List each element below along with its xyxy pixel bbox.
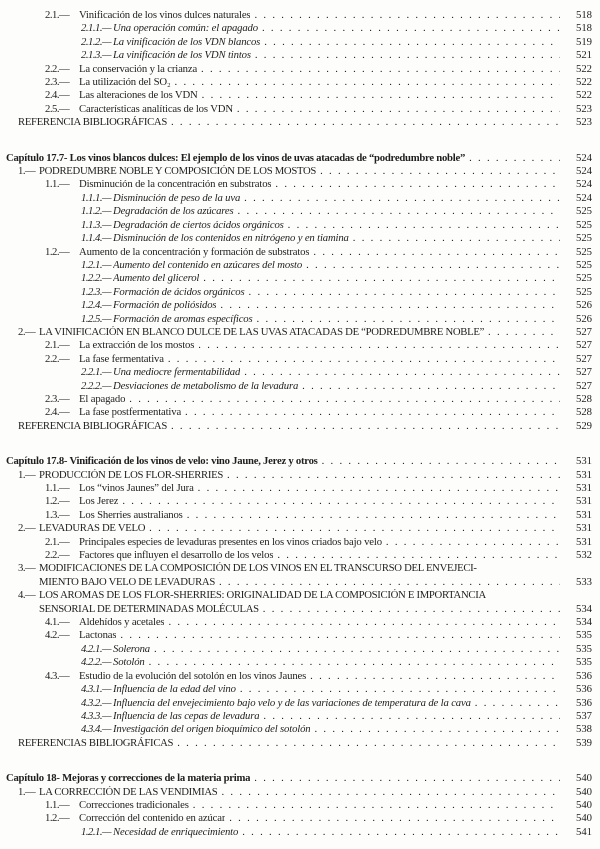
entry-number: 1.2.— [45,495,70,508]
toc-entry-row [0,469,592,482]
entry-number: 2.5.— [45,102,70,115]
entry-number: 2.1.— [45,339,70,352]
page-number: 538 [575,723,592,736]
entry-number: 2.3.— [45,392,70,405]
dot-leader [203,272,560,285]
dot-leader [263,603,560,616]
entry-number: 1.2.— [45,812,70,825]
dot-leader [171,420,560,433]
toc-entry-row [0,549,592,562]
entry-number: 2.1.— [45,9,70,21]
entry-number: 1.2.1.— [81,258,112,271]
entry-text-continuation: SENSORIAL DE DETERMINADAS MOLÉCULAS [39,602,259,615]
toc-entry-row [0,89,592,102]
entry-text: Degradación de los azúcares [113,205,234,218]
toc-entry-row [0,812,592,825]
entry-number: 1.2.3.— [81,285,112,298]
dot-leader [475,697,560,710]
entry-number: 1.1.— [45,482,70,494]
toc-entry-row [0,76,592,89]
page-number: 519 [575,35,592,48]
dot-leader [185,406,560,419]
toc-entry-row [0,406,592,419]
entry-text: Formación de ácidos orgánicos [113,285,245,298]
dot-leader [187,509,560,522]
toc-entry-continuation-row [0,576,592,589]
chapter-page-number: 531 [575,455,592,468]
page-number: 536 [575,669,592,682]
toc-entry-row [0,366,592,379]
dot-leader [353,232,560,245]
page-number: 531 [575,482,592,494]
entry-number: 1.— [18,785,36,798]
dot-leader [149,522,560,535]
toc-section [0,9,592,130]
entry-number: 1.3.— [45,508,70,521]
toc-entry-row [0,339,592,352]
entry-text: Influencia del envejecimiento bajo velo y de las variaciones de temperatura de la cava [113,696,471,709]
entry-text-continuation: MIENTO BAJO VELO DE LEVADURAS [39,575,215,588]
dot-leader [244,366,560,379]
page-number: 534 [575,616,592,629]
toc-entry-row [0,786,592,799]
chapter-title-row [0,772,592,785]
page-number: 536 [575,696,592,709]
dot-leader [198,339,560,352]
entry-text: MODIFICACIONES DE LA COMPOSICIÓN DE LOS VINOS EN EL TRANSCURSO DEL ENVEJECI- [39,562,477,575]
entry-number: 1.1.— [45,178,70,191]
toc-entry-row [0,393,592,406]
page-number: 528 [575,406,592,419]
entry-number: 3.— [18,562,36,575]
entry-text: Aumento de la concentración y formación de substratos [79,245,310,258]
toc-entry-row [0,272,592,285]
page-number: 527 [575,339,592,352]
entry-text: Aumento del contenido en azúcares del mosto [113,258,303,271]
entry-text: REFERENCIA BIBLIOGRÁFICAS [18,116,167,129]
page-number: 522 [575,62,592,75]
entry-number: 1.2.— [45,245,70,258]
page-number: 523 [575,116,592,129]
toc-entry-row [0,232,592,245]
toc-entry-row [0,536,592,549]
page-number: 533 [575,575,592,588]
dot-leader [171,116,560,129]
entry-text: La utilización del SO₂ [79,76,171,89]
entry-number: 1.— [18,165,36,178]
toc-section [0,455,592,750]
page-number: 524 [575,165,592,178]
entry-number: 4.3.4.— [81,723,112,736]
entry-number: 1.— [18,468,36,481]
dot-leader [310,670,560,683]
entry-text: Formación de poliósidos [113,299,217,312]
dot-leader [314,723,560,736]
toc-entry-row [0,737,592,750]
page-number: 539 [575,736,592,749]
dot-leader [154,643,560,656]
page-number: 522 [575,89,592,102]
entry-number: 1.2.1.— [81,825,112,838]
entry-number: 2.2.— [45,549,70,562]
dot-leader [306,259,560,272]
toc-entry-row [0,723,592,736]
page-number: 527 [575,352,592,365]
page-number: 525 [575,258,592,271]
entry-number: 4.2.1.— [81,642,112,655]
entry-text: Desviaciones de metabolismo de la levadura [113,379,299,392]
dot-leader [120,629,560,642]
entry-number: 2.1.3.— [81,49,112,62]
page-number: 524 [575,191,592,204]
chapter-title: Capítulo 17.8- Vinificación de los vinos de velo: vino Jaune, Jerez y otros [6,455,318,468]
entry-text: Influencia de las cepas de levadura [113,709,260,722]
dot-leader [149,656,560,669]
entry-text: Estudio de la evolución del sotolón en los vinos Jaunes [79,669,307,682]
dot-leader [313,246,560,259]
page-number: 524 [575,178,592,191]
toc-entry-row [0,313,592,326]
toc-entry-row [0,192,592,205]
page-number: 521 [575,49,592,62]
entry-number: 2.4.— [45,406,70,419]
page-number: 531 [575,508,592,521]
dot-leader [320,165,560,178]
toc-entry-row [0,562,592,575]
entry-text: Disminución de peso de la uva [113,191,241,204]
chapter-page-number: 540 [575,772,592,785]
entry-text: Necesidad de enriquecimiento [113,825,239,838]
toc-entry-row [0,259,592,272]
entry-number: 2.1.— [45,535,70,548]
toc-entry-row [0,22,592,35]
page-number: 531 [575,495,592,508]
toc-entry-row [0,670,592,683]
entry-text: Los “vinos Jaunes” del Jura [79,482,194,494]
page-number: 527 [575,366,592,379]
entry-number: 1.1.2.— [81,205,112,218]
entry-text: LEVADURAS DE VELO [39,522,146,535]
page-number: 518 [575,22,592,35]
page-number: 526 [575,312,592,325]
entry-text: La vinificación de los VDN blancos [113,35,261,48]
entry-number: 4.2.2.— [81,656,112,669]
dot-leader [255,49,560,62]
entry-number: 4.3.3.— [81,709,112,722]
chapter-title-row [0,152,592,165]
dot-leader [227,469,560,482]
entry-text: Una operación común: el apagado [113,22,258,35]
toc-entry-row [0,49,592,62]
entry-number: 1.1.3.— [81,218,112,231]
dot-leader [264,36,560,49]
entry-text: El apagado [79,392,126,405]
page-number: 540 [575,785,592,798]
entry-text: Los Jerez [79,495,119,508]
dot-leader [242,826,560,839]
toc-entry-row [0,326,592,339]
page-number: 525 [575,205,592,218]
entry-text: Una mediocre fermentabilidad [113,366,241,379]
chapter-page-number: 524 [575,151,592,164]
page-number: 531 [575,522,592,535]
entry-number: 2.1.2.— [81,35,112,48]
entry-number: 4.3.2.— [81,696,112,709]
dot-leader [275,178,560,191]
dot-leader [168,616,560,629]
toc-entry-continuation-row [0,603,592,616]
toc-entry-row [0,353,592,366]
page-number: 525 [575,272,592,285]
toc-entry-row [0,616,592,629]
toc-entry-row [0,9,592,22]
entry-text: Degradación de ciertos ácidos orgánicos [113,218,284,231]
dot-leader [249,286,560,299]
toc-entry-row [0,36,592,49]
entry-number: 2.2.2.— [81,379,112,392]
toc-entry-row [0,643,592,656]
page-number: 531 [575,535,592,548]
entry-text: Disminución de los contenidos en nitrógeno y en tiamina [113,232,349,245]
dot-leader [175,76,560,89]
dot-leader [201,63,560,76]
dot-leader [254,9,560,22]
entry-text: Sotolón [113,656,145,669]
toc-entry-row [0,286,592,299]
dot-leader [257,313,560,326]
page-number: 525 [575,285,592,298]
entry-number: 1.2.4.— [81,299,112,312]
dot-leader [469,152,560,165]
entry-number: 1.1.1.— [81,191,112,204]
dot-leader [229,812,560,825]
entry-text: Las alteraciones de los VDN [79,89,198,102]
dot-leader [168,353,560,366]
entry-text: PRODUCCIÓN DE LOS FLOR-SHERRIES [39,468,223,481]
toc-entry-row [0,420,592,433]
entry-text: La fase postfermentativa [79,406,182,419]
page-number: 527 [575,379,592,392]
dot-leader [122,495,560,508]
page-number: 527 [575,325,592,338]
entry-number: 2.4.— [45,89,70,102]
chapter-title: Capítulo 17.7- Los vinos blancos dulces: El ejemplo de los vinos de uvas atacadas de “podredumbre noble” [6,151,466,164]
toc-entry-row [0,380,592,393]
entry-number: 4.1.— [45,616,70,629]
toc-entry-row [0,219,592,232]
dot-leader [254,772,560,785]
dot-leader [277,549,560,562]
entry-text: Influencia de la edad del vino [113,683,236,696]
page-number: 518 [575,9,592,21]
entry-text: Aumento del glicerol [113,272,200,285]
toc-entry-row [0,495,592,508]
page-number: 532 [575,549,592,562]
entry-number: 2.— [18,325,36,338]
dot-leader [238,205,560,218]
entry-text: La fase fermentativa [79,352,164,365]
toc-entry-row [0,589,592,602]
toc-section [0,152,592,434]
toc-entry-row [0,710,592,723]
dot-leader [240,683,560,696]
entry-number: 2.2.1.— [81,366,112,379]
entry-text: PODREDUMBRE NOBLE Y COMPOSICIÓN DE LOS MOSTOS [39,165,317,178]
entry-number: 1.1.4.— [81,232,112,245]
entry-text: La conservación y la crianza [79,62,198,75]
page-number: 536 [575,683,592,696]
entry-number: 2.2.— [45,352,70,365]
dot-leader [302,380,560,393]
chapter-title-row [0,455,592,468]
entry-number: 1.2.2.— [81,272,112,285]
toc-entry-row [0,178,592,191]
page-number: 535 [575,642,592,655]
page-number: 528 [575,392,592,405]
dot-leader [220,299,560,312]
entry-text: Disminución de la concentración en substratos [79,178,272,191]
page-number: 529 [575,419,592,432]
entry-text: Aldehídos y acetales [79,616,165,629]
entry-number: 4.— [18,589,36,602]
dot-leader [263,710,560,723]
entry-text: Correcciones tradicionales [79,798,189,811]
entry-text: Factores que influyen el desarrollo de los velos [79,549,274,562]
dot-leader [221,786,560,799]
entry-text: La vinificación de los VDN tintos [113,49,251,62]
dot-leader [177,737,560,750]
entry-number: 4.2.— [45,629,70,642]
entry-text: Principales especies de levaduras presentes en los vinos criados bajo velo [79,535,382,548]
toc-entry-row [0,63,592,76]
toc-entry-row [0,629,592,642]
toc-entry-row [0,522,592,535]
toc-entry-row [0,299,592,312]
entry-number: 4.3.— [45,669,70,682]
page-number: 534 [575,602,592,615]
entry-text: LA VINIFICACIÓN EN BLANCO DULCE DE LAS UVAS ATACADAS DE “PODREDUMBRE NOBLE” [39,325,485,338]
entry-text: REFERENCIA BIBLIOGRÁFICAS [18,419,167,432]
page-number: 522 [575,76,592,89]
entry-text: Solerona [113,642,150,655]
entry-text: Lactonas [79,629,117,642]
entry-text: Corrección del contenido en azúcar [79,812,226,825]
page-number: 541 [575,825,592,838]
toc-entry-row [0,205,592,218]
toc-entry-row [0,656,592,669]
entry-text: Vinificación de los vinos dulces naturales [79,9,251,21]
chapter-title: Capítulo 18- Mejoras y correcciones de la materia prima [6,772,251,785]
entry-number: 1.1.— [45,798,70,811]
dot-leader [244,192,560,205]
toc-entry-row [0,683,592,696]
page-number: 531 [575,468,592,481]
page-number: 540 [575,798,592,811]
dot-leader [386,536,560,549]
entry-text: La extracción de los mostos [79,339,195,352]
entry-text: LOS AROMAS DE LOS FLOR-SHERRIES: ORIGINALIDAD DE LA COMPOSICIÓN E IMPORTANCIA [39,589,486,602]
entry-number: 2.1.1.— [81,22,112,35]
entry-number: 2.2.— [45,62,70,75]
page-number: 525 [575,232,592,245]
dot-leader [237,103,560,116]
page-number: 535 [575,629,592,642]
page-number: 525 [575,218,592,231]
toc-entry-row [0,509,592,522]
page-number: 537 [575,709,592,722]
entry-text: Investigación del origen bioquímico del sotolón [113,723,311,736]
entry-text: REFERENCIAS BIBLIOGRÁFICAS [18,736,174,749]
entry-text: Formación de aromas específicos [113,312,253,325]
entry-text: Los Sherries australianos [79,508,183,521]
toc-entry-row [0,799,592,812]
entry-text: Características analíticas de los VDN [79,102,233,115]
toc-entry-row [0,246,592,259]
dot-leader [322,455,560,468]
toc-entry-row [0,116,592,129]
toc-entry-row [0,482,592,495]
entry-number: 1.2.5.— [81,312,112,325]
page-number: 526 [575,299,592,312]
page-number: 540 [575,812,592,825]
dot-leader [488,326,560,339]
toc-entry-row [0,103,592,116]
entry-number: 2.— [18,522,36,535]
page-number: 535 [575,656,592,669]
toc-entry-row [0,165,592,178]
entry-text: LA CORRECCIÓN DE LAS VENDIMIAS [39,785,218,798]
toc-entry-row [0,697,592,710]
entry-number: 4.3.1.— [81,683,112,696]
dot-leader [288,219,560,232]
dot-leader [129,393,560,406]
dot-leader [202,89,560,102]
dot-leader [193,799,560,812]
dot-leader [262,22,560,35]
toc-entry-row [0,826,592,839]
page-number: 525 [575,245,592,258]
toc-section [0,772,592,839]
page-number: 523 [575,102,592,115]
dot-leader [219,576,560,589]
dot-leader [198,482,560,495]
entry-number: 2.3.— [45,76,70,89]
